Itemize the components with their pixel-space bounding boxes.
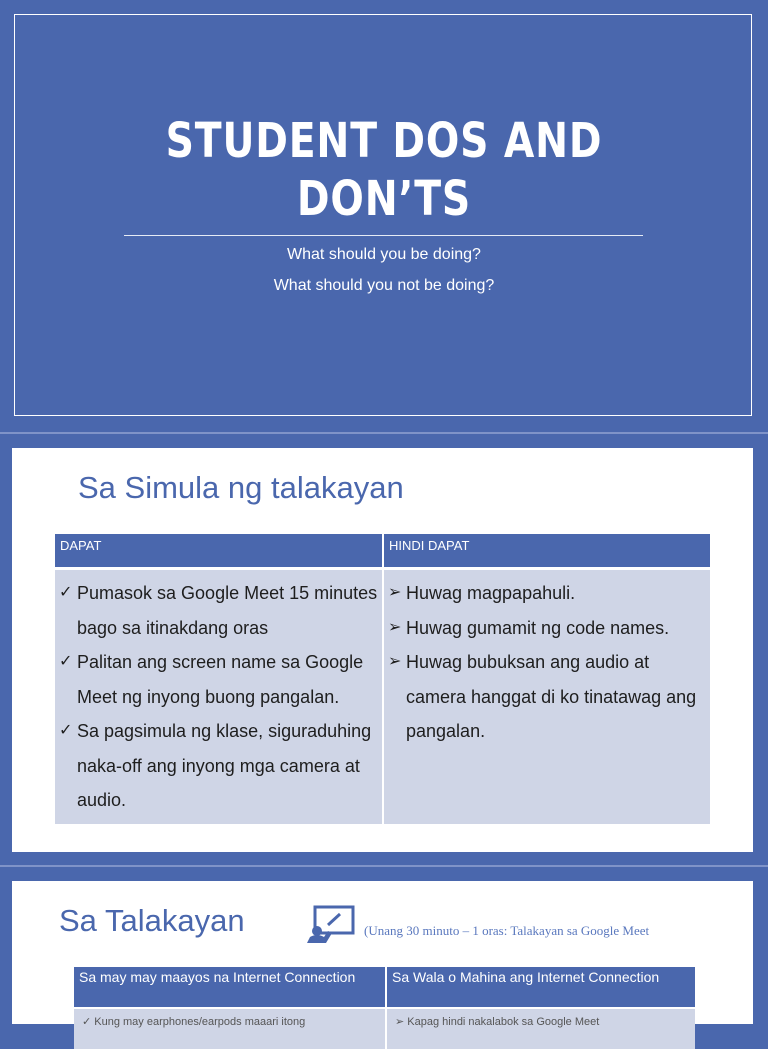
list-item: ➢ Huwag magpapahuli. <box>388 576 706 611</box>
header-hindi-dapat: HINDI DAPAT <box>382 534 710 567</box>
dos-donts-table <box>55 534 710 824</box>
arrow-icon: ➢ <box>388 618 402 636</box>
list-item: ✓ Pumasok sa Google Meet 15 minutes bago sa itinakdang oras <box>59 576 378 645</box>
check-icon: ✓ <box>59 653 73 670</box>
arrow-icon: ➢ <box>388 653 402 670</box>
list-item: ➢ Huwag bubuksan ang audio at camera hanggat di ko tinatawag ang pangalan. <box>388 645 706 749</box>
check-icon: ✓ <box>59 722 73 739</box>
time-note: (Unang 30 minuto – 1 oras: Talakayan sa Google Meet <box>364 923 650 938</box>
subtitle-line-2: What should you not be doing? <box>273 277 495 294</box>
hindi-dapat-cell <box>382 570 710 824</box>
table-body-row <box>55 570 710 824</box>
list-item: ✓ Palitan ang screen name sa Google Meet ng inyong buong pangalan. <box>59 645 378 714</box>
talakayan-slide <box>12 881 753 1028</box>
slide-separator <box>0 865 768 867</box>
slide-heading: Sa Simula ng talakayan <box>78 470 404 505</box>
internet-table <box>74 967 695 1049</box>
table-header-row <box>74 967 695 1007</box>
check-icon: ✓ <box>59 584 73 601</box>
list-item: ➢ Huwag gumamit ng code names. <box>388 611 706 646</box>
title-line-2: DON’TS <box>296 171 472 227</box>
with-internet-cell: ✓ Kung may earphones/earpods maaari itong <box>82 1016 306 1028</box>
title-line-1: STUDENT DOS AND <box>165 113 603 169</box>
header-dapat: DAPAT <box>60 538 102 553</box>
table-header-row <box>55 534 710 567</box>
list-item: ✓ Sa pagsimula ng klase, siguraduhing naka-off ang inyong mga camera at audio. <box>59 714 378 818</box>
table-body-row <box>74 1009 695 1049</box>
dapat-cell <box>55 570 382 824</box>
title-divider <box>124 235 643 236</box>
header-without-internet: Sa Wala o Mahina ang Internet Connection <box>385 967 695 1007</box>
header-with-internet: Sa may may maayos na Internet Connection <box>79 969 356 985</box>
presentation-board-icon <box>304 905 360 943</box>
slide-heading: Sa Talakayan <box>59 903 245 938</box>
arrow-icon: ➢ <box>388 584 402 601</box>
title-slide <box>0 0 768 432</box>
slide-separator <box>0 432 768 434</box>
subtitle-line-1: What should you be doing? <box>287 246 481 263</box>
without-internet-cell: ➢ Kapag hindi nakalabok sa Google Meet <box>385 1009 695 1049</box>
slide-title <box>69 112 699 228</box>
simula-slide <box>12 448 753 852</box>
